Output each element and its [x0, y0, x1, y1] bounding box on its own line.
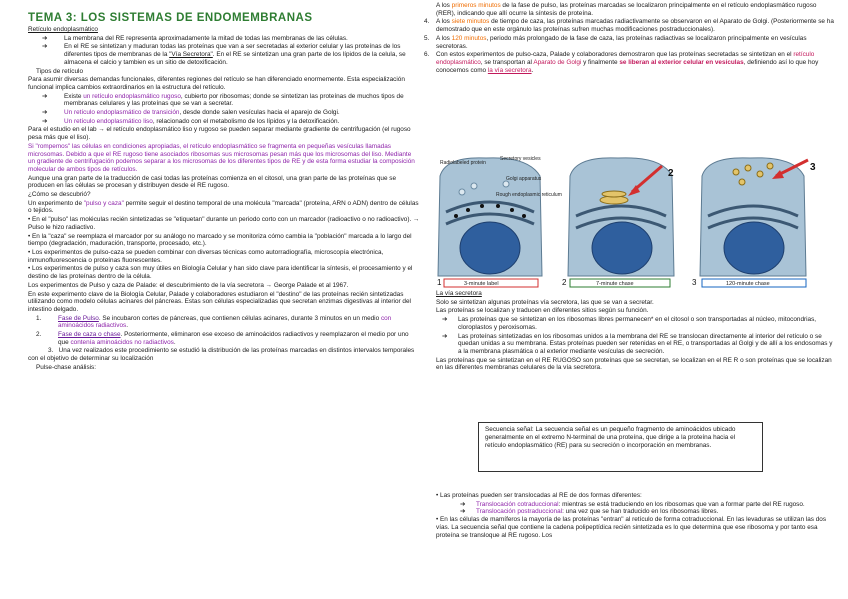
- arrow-icon: ➔: [42, 92, 48, 100]
- bullet-item: ➔ Un retículo endoplasmático liso, relacionado con el metabolismo de los lípidos y la detoxificación.: [42, 117, 340, 125]
- page-title: TEMA 3: LOS SISTEMAS DE ENDOMEMBRANAS: [28, 12, 313, 24]
- paragraph: Para el estudio en el lab → el retículo endoplasmático liso y rugoso se pueden separar mediante gradiente de centrifugación (el rugoso pesa más que el liso).: [28, 126, 411, 142]
- arrow-icon: ➔: [42, 109, 48, 117]
- bullet-item: ➔ Las proteínas que se sintetizan en los ribosomas libres permanecen* en el citosol o son transportadas al núcleo, mitocondrias, cloroplastos y peroxisomas.: [442, 316, 817, 331]
- arrow-number-2: 2: [668, 168, 674, 179]
- paragraph: Para asumir diversas demandas funcionales, diferentes regiones del retículo se han diferenciado enormemente. Esta especialización funcional implica cambios extraordinarios en la estructura del retículo.: [28, 76, 405, 91]
- paragraph: Solo se sintetizan algunas proteínas vía secretora, las que se van a secretar.: [436, 298, 654, 306]
- arrow-number-3: 3: [810, 162, 816, 173]
- panel-number-2: 2: [562, 278, 567, 287]
- panel-number-3: 3: [692, 278, 697, 287]
- bullet-item: ➔ En el RE se sintetizan y maduran todas las proteínas que van a ser secretadas al exterior celular y las proteínas de los diferentes tipos de membranas de la "Vía Secretora". En el RE se sintetizan una gran parte de los lípidos de la celula, se almacena el calcio y tambien es un sitio de detoxificación.: [42, 43, 406, 66]
- paragraph: En este experimento clave de la Biología Celular, Palade y colaboradores estudiaron el "destino" de las proteínas recién sintetizadas utilizando como modelo células acinares del páncreas. Estas son células especializadas que secretan enzimas digestivas al interior del intestino delgado.: [28, 290, 411, 313]
- section-heading-reticulo: Retículo endoplasmático: [28, 26, 98, 33]
- dot-item: • Los experimentos de pulso-caza se pueden combinar con diversas técnicas como autorradiografía, microscopía electrónica, inmunofluorescencia o proteínas fluorescentes.: [28, 248, 384, 264]
- paragraph: Los experimentos de Pulso y caza de Palade: el descubrimiento de la vía secretora → George Palade et al 1967.: [28, 281, 349, 289]
- right-column-lower: [436, 290, 834, 373]
- section-heading-via: La vía secretora: [436, 290, 482, 297]
- numbered-item: 6. Con estos experimentos de pulso-caza, Palade y colaboradores demostraron que las proteínas secretadas se sintetizan en el retículo endoplasmático, se transportan al Aparato de Golgi y finalmente se liberan al exterior celular en vesículas, definiendo así lo que hoy conocemos como la vía secretora.: [424, 51, 819, 74]
- right-column: [424, 2, 834, 75]
- arrow-icon: ➔: [42, 34, 48, 42]
- cell-panel-3: [700, 158, 808, 276]
- via-secretora-link: "Vía Secretora": [169, 51, 213, 59]
- numbered-item: 2. Fase de caza o chase. Posteriormente, eliminaron ese exceso de aminoácidos radiactivos y reemplazaron el medio por uno que contenía aminoácidos no radiactivos.: [36, 331, 409, 346]
- label-rough-er: Rough endoplasmic reticulum: [496, 192, 562, 198]
- bullet-item: ➔ Translocación postraduccional: una vez que se han traducido en los ribosomas libres.: [460, 508, 719, 516]
- dot-item: • Los experimentos de pulso y caza son muy útiles en Biología Celular y han sido clave para identificar la síntesis, el procesamiento y el destino de las proteínas dentro de la célula.: [28, 265, 413, 281]
- question: ¿Cómo se descubrió?: [28, 191, 91, 199]
- bullet-item: ➔ Translocación cotraduccional: mientras se está traduciendo en los ribosomas que van a formar parte del RE rugoso.: [460, 500, 805, 508]
- arrow-icon: ➔: [442, 332, 448, 340]
- pulse-chase-figure: [436, 152, 834, 288]
- dot-item: • En el "pulso" las moléculas recién sintetizadas se "etiquetan" durante un periodo corto con un marcador (radioactivo o no radioactivo). → Pulso le hizo radiactivo.: [28, 216, 420, 231]
- arrow-icon: ➔: [42, 43, 48, 51]
- left-column: [28, 12, 420, 373]
- numbered-item: A los primeros minutos de la fase de pulso, las proteínas marcadas se localizaron principalmente en el retículo endoplasmático rugoso (RER), indicando que allí ocurre la síntesis de proteína.: [436, 2, 817, 17]
- numbered-item: 4. A los siete minutos de tiempo de caza, las proteínas marcadas radiactivamente se observaron en el Aparato de Golgi. (Posteriormente se ha demostrado que en este orgánulo las proteínas sufren muchas modificaciones postraduccionales).: [424, 18, 834, 34]
- label-golgi: Golgi apparatus: [506, 176, 542, 182]
- paragraph: Las proteínas que se sintetizan en el RE RUGOSO son proteínas que se secretan, se localizan en el RE R o son proteínas que se localizan en las diferentes membranas celulares de la vía secretora.: [436, 356, 832, 372]
- panel-number-1: 1: [437, 278, 442, 287]
- caption-1: 3-minute label: [464, 281, 499, 287]
- paragraph: Las proteínas se localizan y traducen en diferentes sitios según su función.: [436, 307, 649, 315]
- arrow-icon: ➔: [42, 117, 48, 125]
- paragraph-highlight: Si "rompemos" las células en condiciones apropiadas, el retículo endoplasmático se fragmenta en pequeñas vesículas llamadas microsomas. Debido a que el RE rugoso tiene asociados ribosomas sus microsomas pesan más que los microsomas del liso. Mediante un gradiente de centrifugación podemos separar a los microsomas de los diferentes tipos de RE y de esta forma estudiar la composición molecular de ambos tipos de retículos.: [28, 142, 415, 173]
- label-radiolabeled: Radiolabeled protein: [440, 160, 486, 166]
- paragraph: Un experimento de "pulso y caza" permite seguir el destino temporal de una molécula "marcada" (proteína, ARN o ADN) dentro de células o tejidos.: [28, 199, 419, 215]
- dot-item: • En las células de mamíferos la mayoría de las proteínas "entran" al retículo de forma cotraduccional. En las levaduras se utilizan las dos vías. La secuencia señal que contiene la cadena polipeptídica recién sintetizada es lo que determina que ese ribosoma y por tanto esa proteína se transloque al RE rugoso. Los: [436, 516, 827, 539]
- figure-svg: [436, 152, 834, 288]
- numbered-item: 1. Fase de Pulso. Se incubaron cortes de páncreas, que contienen células acinares, durante 3 minutos en un medio con aminoácidos radiactivos.: [36, 314, 392, 330]
- paragraph: Aunque una gran parte de la traducción de casi todas las proteínas comienza en el citosol, una gran parte de las proteínas que se producen en las células se procesan y distribuyen desde el RE rugoso.: [28, 174, 397, 190]
- arrow-icon: ➔: [442, 316, 448, 324]
- dot-item: • Las proteínas pueden ser translocadas al RE de dos formas diferentes:: [436, 492, 642, 499]
- subheading-pulse: Pulse-chase análisis:: [36, 363, 97, 371]
- bullet-item: ➔ Un retículo endoplasmático de transición, desde donde salen vesículas hacia el aparejo de Golgi.: [42, 109, 340, 117]
- bullet-item: ➔ Las proteínas sintetizadas en los ribosomas unidos a la membrana del RE se translocan directamente al interior del retículo o se quedan unidas a su membrana. Estas proteínas pueden ser retenidas en el RE, o transportadas al Golgi y de allí a los endosomas y a la membrana plasmática o al exterior mediante vesículas de secreción.: [442, 332, 833, 355]
- caption-2: 7-minute chase: [596, 281, 634, 287]
- numbered-item: 5. A los 120 minutos, periodo más prolongado de la fase de caza, las proteínas radiactivas se localizaron principalmente en vesículas secretoras.: [424, 34, 807, 50]
- caption-3: 120-minute chase: [726, 281, 770, 287]
- numbered-item: 3. Una vez realizados este procedimiento se estudió la distribución de las proteínas marcadas en distintos intervalos temporales con el objetivo de determinar su localización: [28, 347, 415, 363]
- cell-panel-2: [568, 158, 674, 276]
- bullet-item: ➔ Existe un retículo endoplasmático rugoso, cubierto por ribosomas; donde se sintetizan las proteínas de muchos tipos de membranas celulares y las proteínas que se van a secretar.: [42, 92, 404, 108]
- label-secretory: Secretory vesicles: [500, 156, 541, 162]
- bullet-item: ➔ La membrana del RE representa aproximadamente la mitad de todas las membranas de las células.: [42, 34, 348, 42]
- subheading-tipos: Tipos de retículo: [36, 67, 84, 75]
- arrow-icon: ➔: [460, 500, 466, 508]
- right-column-bottom: [436, 492, 834, 540]
- dot-item: • En la "caza" se reemplaza el marcador por su análogo no marcado y se monitoriza cómo cambia la "población" marcada a lo largo del tiempo (degradación, maduración, transporte, procesado, etc.).: [28, 232, 412, 248]
- arrow-icon: ➔: [460, 508, 466, 516]
- signal-sequence-box: Secuencia señal: La secuencia señal es un pequeño fragmento de aminoácidos ubicado generalmente en el extremo N-terminal de una proteína, que dirige a la proteína hacia el retículo endoplasmático (RE) para su secreción o incorporación en membranas.: [478, 422, 763, 472]
